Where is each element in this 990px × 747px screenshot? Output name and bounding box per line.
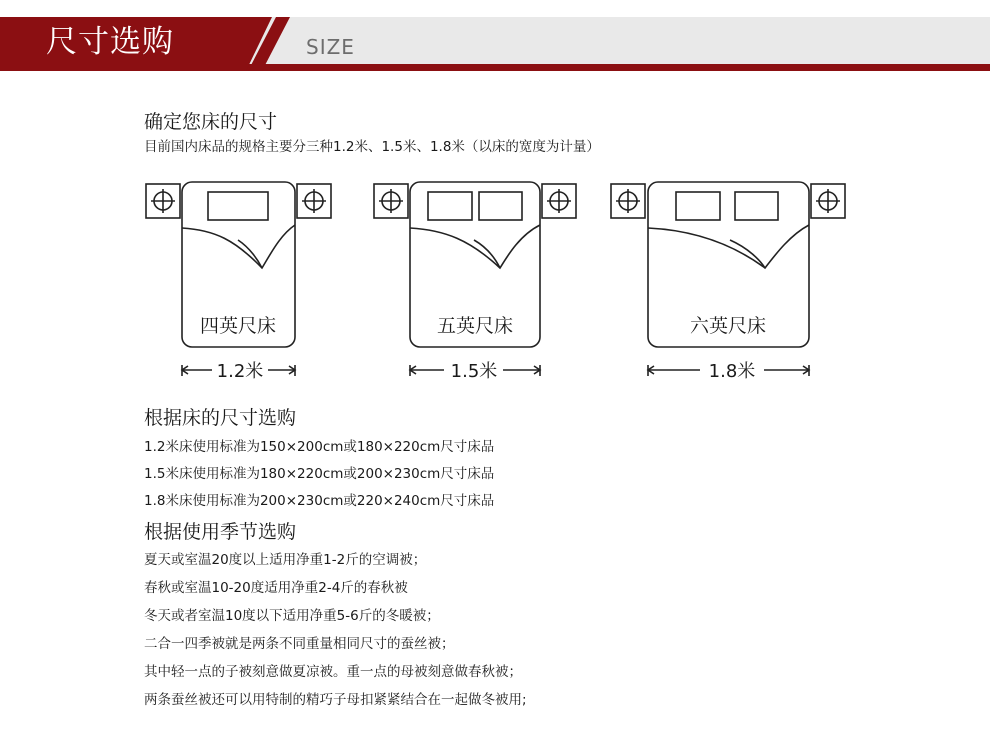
bed-four-foot — [146, 182, 331, 376]
bed-five-foot — [374, 182, 576, 376]
header-title: 尺寸选购 — [46, 24, 174, 60]
intro-subtitle: 目前国内床品的规格主要分三种1.2米、1.5米、1.8米（以床的宽度为计量） — [144, 139, 600, 155]
bed-width-1: 1.2米 — [216, 361, 264, 382]
season-guide-line: 二合一四季被就是两条不同重量相同尺寸的蚕丝被； — [144, 636, 455, 652]
bed-name-3: 六英尺床 — [689, 315, 767, 337]
size-guide-title: 根据床的尺寸选购 — [144, 407, 297, 429]
season-guide-line: 其中轻一点的子被刻意做夏凉被。重一点的母被刻意做春秋被； — [144, 664, 522, 680]
bed-diagrams — [0, 170, 990, 390]
bed-diagrams-graphic — [0, 170, 990, 390]
size-guide-line: 1.8米床使用标准为200×230cm或220×240cm尺寸床品 — [144, 493, 495, 509]
bed-six-foot — [611, 182, 845, 376]
season-guide-line: 冬天或者室温10度以下适用净重5-6斤的冬暖被； — [144, 608, 440, 624]
size-guide-line: 1.2米床使用标准为150×200cm或180×220cm尺寸床品 — [144, 439, 495, 455]
bed-name-2: 五英尺床 — [436, 315, 514, 337]
bed-width-2: 1.5米 — [450, 361, 498, 382]
season-guide-line: 春秋或室温10-20度适用净重2-4斤的春秋被 — [144, 580, 408, 596]
size-guide-line: 1.5米床使用标准为180×220cm或200×230cm尺寸床品 — [144, 466, 495, 482]
header-subtitle: SIZE — [306, 35, 355, 59]
season-guide-line: 夏天或室温20度以上适用净重1-2斤的空调被； — [144, 552, 427, 568]
season-guide-section — [144, 520, 527, 714]
season-guide-title: 根据使用季节选购 — [144, 521, 297, 543]
page-header — [0, 0, 990, 80]
intro-section — [144, 110, 600, 156]
bed-name-1: 四英尺床 — [199, 315, 277, 337]
size-guide-section — [144, 406, 494, 515]
size-guide-list — [144, 434, 494, 515]
bed-width-3: 1.8米 — [708, 361, 756, 382]
intro-title: 确定您床的尺寸 — [144, 111, 278, 133]
season-guide-line: 两条蚕丝被还可以用特制的精巧子母扣紧紧结合在一起做冬被用; — [144, 692, 527, 708]
season-guide-list — [144, 546, 527, 714]
